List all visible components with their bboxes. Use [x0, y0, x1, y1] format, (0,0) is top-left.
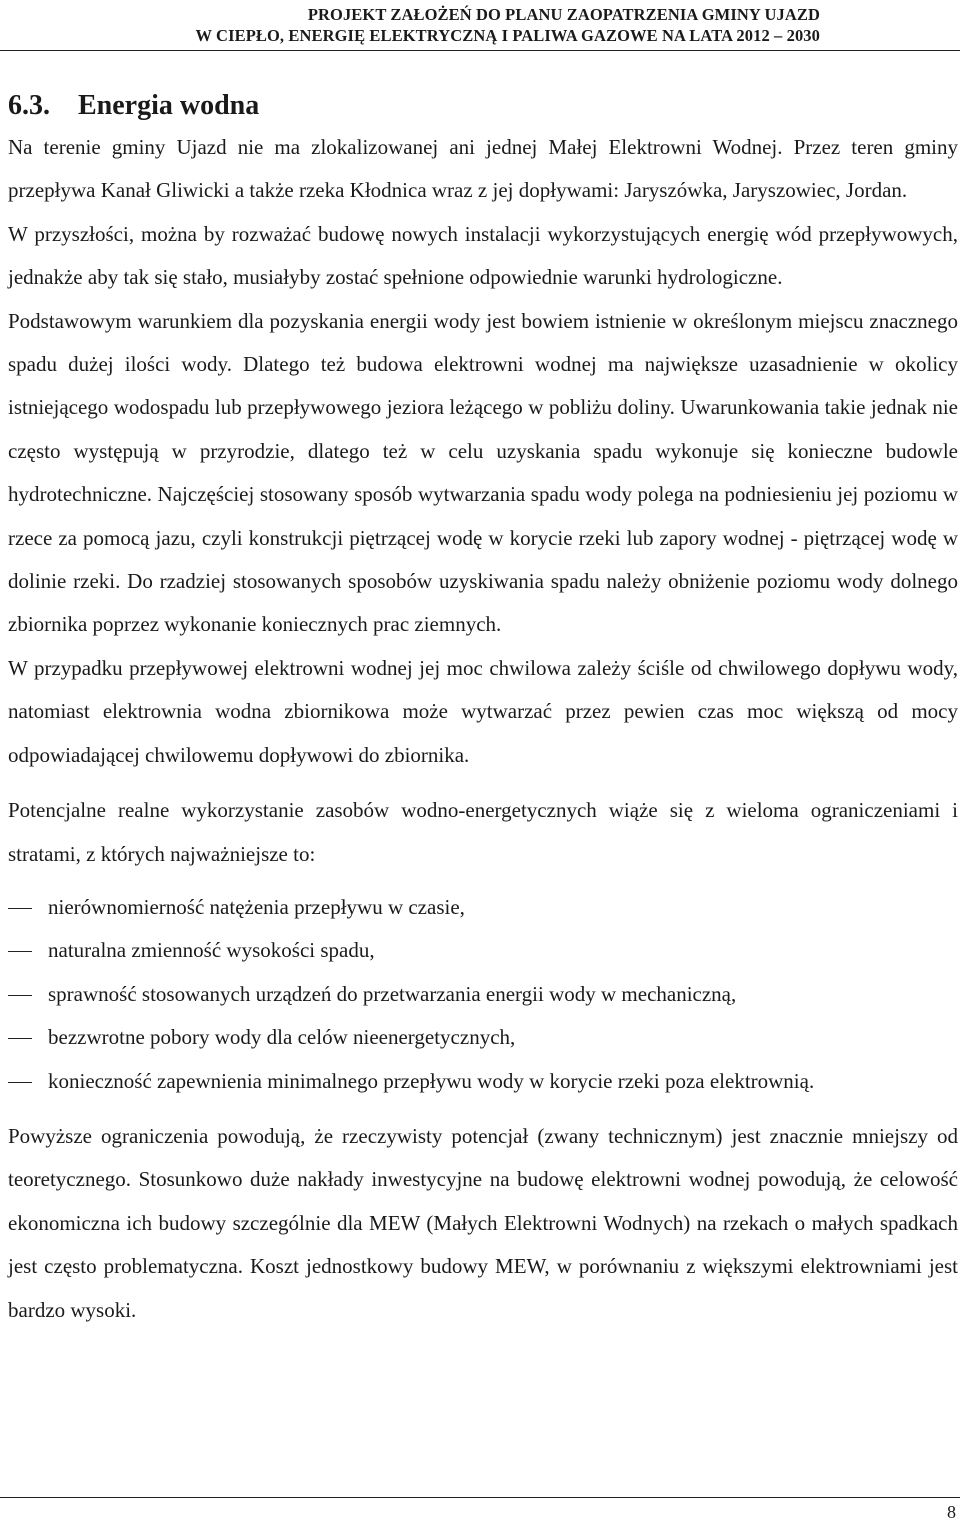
list-item: bezzwrotne pobory wody dla celów nieenergetycznych, — [48, 1025, 516, 1050]
running-header — [196, 4, 820, 46]
header-divider — [0, 50, 960, 51]
footer-divider — [0, 1497, 960, 1498]
header-line-2: W CIEPŁO, ENERGIĘ ELEKTRYCZNĄ I PALIWA GAZOWE NA LATA 2012 – 2030 — [195, 26, 820, 45]
limitations-list — [8, 886, 958, 1103]
page-number: 8 — [947, 1502, 956, 1522]
paragraph-5: Potencjalne realne wykorzystanie zasobów wodno-energetycznych wiąże się z wieloma ograniczeniami i stratami, z których najważniejsze to: — [8, 798, 958, 866]
section-title: Energia wodna — [78, 90, 260, 121]
list-item: konieczność zapewnienia minimalnego przepływu wody w korycie rzeki poza elektrownią. — [48, 1068, 815, 1093]
list-item: nierównomierność natężenia przepływu w czasie, — [48, 894, 465, 919]
paragraph-1: Na terenie gminy Ujazd nie ma zlokalizowanej ani jednej Małej Elektrowni Wodnej. Przez teren gminy przepływa Kanał Gliwicki a także rzeka Kłodnica wraz z jej dopływami: Jaryszówka, Jaryszowiec, Jordan. — [8, 135, 958, 203]
paragraph-3: Podstawowym warunkiem dla pozyskania energii wody jest bowiem istnienie w określonym miejscu znacznego spadu dużej ilości wody. Dlatego też budowa elektrowni wodnej ma największe uzasadnienie w okolicy istniejącego wodospadu lub przepływowego jeziora leżącego w pobliżu doliny. Uwarunkowania takie jednak nie często występują w przyrodzie, dlatego też w celu uzyskania spadu wykonuje się konieczne budowle hydrotechniczne. Najczęściej stosowany sposób wytwarzania spadu wody polega na podniesieniu jej poziomu w rzece za pomocą jazu, czyli konstrukcji piętrzącej wodę w korycie rzeki lub zapory wodnej - piętrzącej wodę w dolinie rzeki. Do rzadziej stosowanych sposobów uzyskiwania spadu należy obniżenie poziomu wody dolnego zbiornika poprzez wykonanie koniecznych prac ziemnych. — [8, 308, 958, 637]
header-line-1: PROJEKT ZAŁOŻEŃ DO PLANU ZAOPATRZENIA GMINY UJAZD — [307, 5, 820, 24]
list-item: naturalna zmienność wysokości spadu, — [48, 938, 375, 963]
paragraph-4: W przypadku przepływowej elektrowni wodnej jej moc chwilowa zależy ściśle od chwilowego dopływu wody, natomiast elektrownia wodna zbiornikowa może wytwarzać przez pewien czas moc większą od mocy odpowiadającej chwilowemu dopływowi do zbiornika. — [8, 655, 958, 767]
section-number: 6.3. — [8, 90, 50, 121]
list-item: sprawność stosowanych urządzeń do przetwarzania energii wody w mechaniczną, — [48, 981, 737, 1006]
closing-paragraph: Powyższe ograniczenia powodują, że rzeczywisty potencjał (zwany technicznym) jest znacznie mniejszy od teoretycznego. Stosunkowo duże nakłady inwestycyjne na budowę elektrowni wodnej powodują, że celowość ekonomiczna ich budowy szczególnie dla MEW (Małych Elektrowni Wodnych) na rzekach o małych spadkach jest często problematyczna. Koszt jednostkowy budowy MEW, w porównaniu z większymi elektrowniami jest bardzo wysoki. — [8, 1123, 958, 1322]
section-heading — [8, 86, 958, 126]
page-content — [8, 86, 958, 1332]
paragraph-2: W przyszłości, można by rozważać budowę nowych instalacji wykorzystujących energię wód przepływowych, jednakże aby tak się stało, musiałyby zostać spełnione odpowiednie warunki hydrologiczne. — [8, 221, 958, 290]
